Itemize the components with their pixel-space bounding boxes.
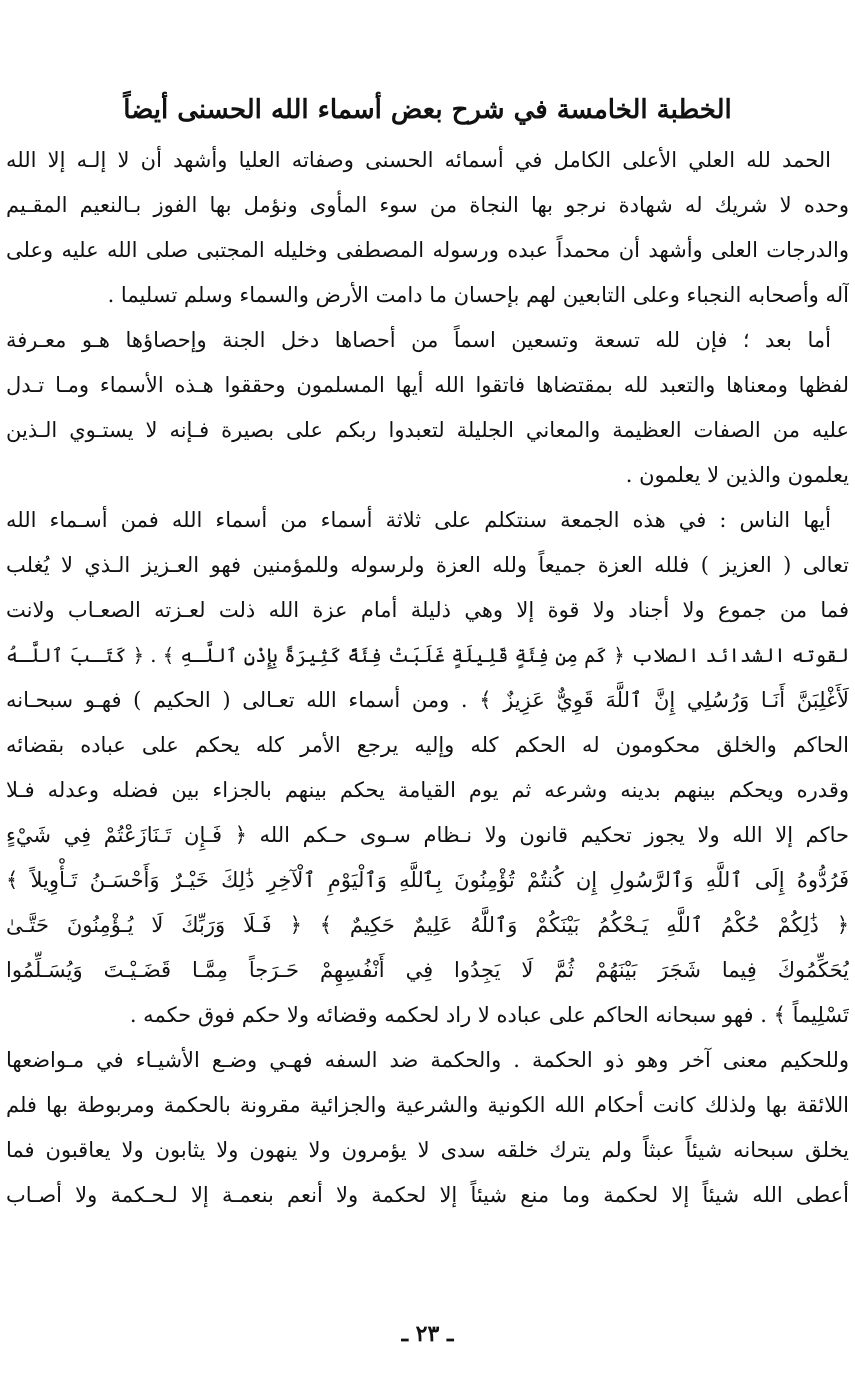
text-line: يعلمون والذين لا يعلمون . <box>625 463 849 487</box>
text-line: فَرُدُّوهُ إِلَى ٱللَّهِ وَٱلرَّسُولِ إِن كُنتُمْ تُؤْمِنُونَ بِٱللَّهِ وَٱلْيَوْمِ ٱلْآخِرِ ذَٰلِكَ خَيْـرٌ وَأَحْسَـنُ تَـأْوِيلاً ﴾ <box>6 868 849 892</box>
text-line: لفظها ومعناها والتعبد لله بمقتضاها فاتقوا الله أيها المسلمون وحققوا هـذه الأسماء ومـا تـدل <box>6 373 849 397</box>
text-line: تعالى ( العزيز ) فلله العزة جميعاً ولله العزة ولرسوله وللمؤمنين فهو العـزيز الـذي لا يُغلب <box>6 553 849 577</box>
text-line: وحده لا شريك له شهادة نرجو بها النجاة من سوء المأوى ونؤمل بها الفوز بـالنعيم المقـيم <box>6 193 849 217</box>
text-line: الحاكم والخلق محكومون له الحكم كله وإليه يرجع الأمر كله يحكم على عباده بقضائه <box>6 733 849 757</box>
text-line: وقدره ويحكم بينهم بدينه وشرعه ثم يوم القيامة يحكم بينهم بالجزاء بين فضله وعدله فـلا <box>6 778 849 802</box>
text-line: لَأَغْلِبَنَّ أَنَـا وَرُسُلِي إِنَّ ٱللَّهَ قَوِيٌّ عَزِيزٌ ﴾ . ومن أسماء الله تعـالى ( الحكيم ) فهـو سبحـانه <box>6 688 849 712</box>
text-line: والدرجات العلى وأشهد أن محمداً عبده ورسوله المصطفى وخليله المجتبى صلى الله عليه وعلى <box>6 238 849 262</box>
text-line: وللحكيم معنى آخر وهو ذو الحكمة . والحكمة ضد السفه فهـي وضـع الأشيـاء في مـواضعها <box>6 1048 849 1072</box>
text-line: يخلق سبحانه شيئاً عبثاً ولم يترك خلقه سدى لا يؤمرون ولا ينهون ولا يثابون ولا يعاقبون فما <box>6 1138 849 1162</box>
text-line: فما من جموع ولا أجناد ولا قوة إلا وهي ذليلة أمام عزة الله ذلت لعـزته الصعـاب ولانت <box>6 598 849 622</box>
text-line: آله وأصحابه النجباء وعلى التابعين لهم بإحسان ما دامت الأرض والسماء وسلم تسليما . <box>107 283 849 307</box>
text-line: عليه من الصفات العظيمة والمعاني الجليلة لتعبدوا ربكم على بصيرة فـإنه لا يستـوي الـذين <box>6 418 849 442</box>
text-line: اللائقة بها ولذلك كانت أحكام الله الكونية والشرعية والجزائية مقرونة بالحكمة ومربوطة بها فلم <box>6 1093 849 1117</box>
text-line: ﴿ ذَٰلِكُمْ حُكْمُ ٱللَّهِ يَـحْكُمُ بَيْنَكُمْ وَٱللَّهُ عَلِيمٌ حَكِيمٌ ﴾ ﴿ فَـلَا وَرَبِّكَ لَا يُـؤْمِنُونَ حَتَّـىٰ <box>6 913 849 937</box>
page-title: الخطبة الخامسة في شرح بعض أسماء الله الحسنى أيضاً <box>123 95 732 125</box>
text-line: أعطى الله شيئاً إلا لحكمة وما منع شيئاً إلا لحكمة ولا أنعم بنعمـة إلا لـحـكمة ولا أصـاب <box>6 1183 849 1207</box>
text-line: لقوته الشدائد الصلاب ﴿ كَم مِن فِئَةٍ قَلِيلَةٍ غَلَبَتْ فِئَةً كَثِيرَةً بِإِذْنِ ٱللَّـهِ ﴾ . ﴿ كَتَـبَ ٱللَّـهُ <box>6 644 849 667</box>
text-line: حاكم إلا الله ولا يجوز تحكيم قانون ولا نـظام سـوى حـكم الله ﴿ فَـإِن تَـنَازَعْتُمْ فِي شَيْءٍ <box>6 823 849 847</box>
body-text <box>6 138 849 1308</box>
text-line: الحمد لله العلي الأعلى الكامل في أسمائه الحسنى وصفاته العليا وأشهد أن لا إلـه إلا الله <box>6 148 831 172</box>
text-line: أيها الناس : في هذه الجمعة سنتكلم على ثلاثة أسماء من أسماء الله فمن أسـماء الله <box>6 508 831 532</box>
text-line: يُحَكِّمُوكَ فِيما شَجَرَ بَيْنَهُمْ ثُمَّ لَا يَجِدُوا فِي أَنْفُسِهِمْ حَـرَجاً مِمَّـا قَضَـيْـتَ وَيُسَـلِّمُوا <box>6 958 849 982</box>
text-line: تَسْلِيماً ﴾ . فهو سبحانه الحاكم على عباده لا راد لحكمه وقضائه ولا حكم فوق حكمه . <box>129 1003 849 1027</box>
text-line: أما بعد ؛ فإن لله تسعة وتسعين اسماً من أحصاها دخل الجنة وإحصاؤها هـو معـرفة <box>6 328 831 352</box>
page-number: ـ ٢٣ ـ <box>401 1321 454 1347</box>
